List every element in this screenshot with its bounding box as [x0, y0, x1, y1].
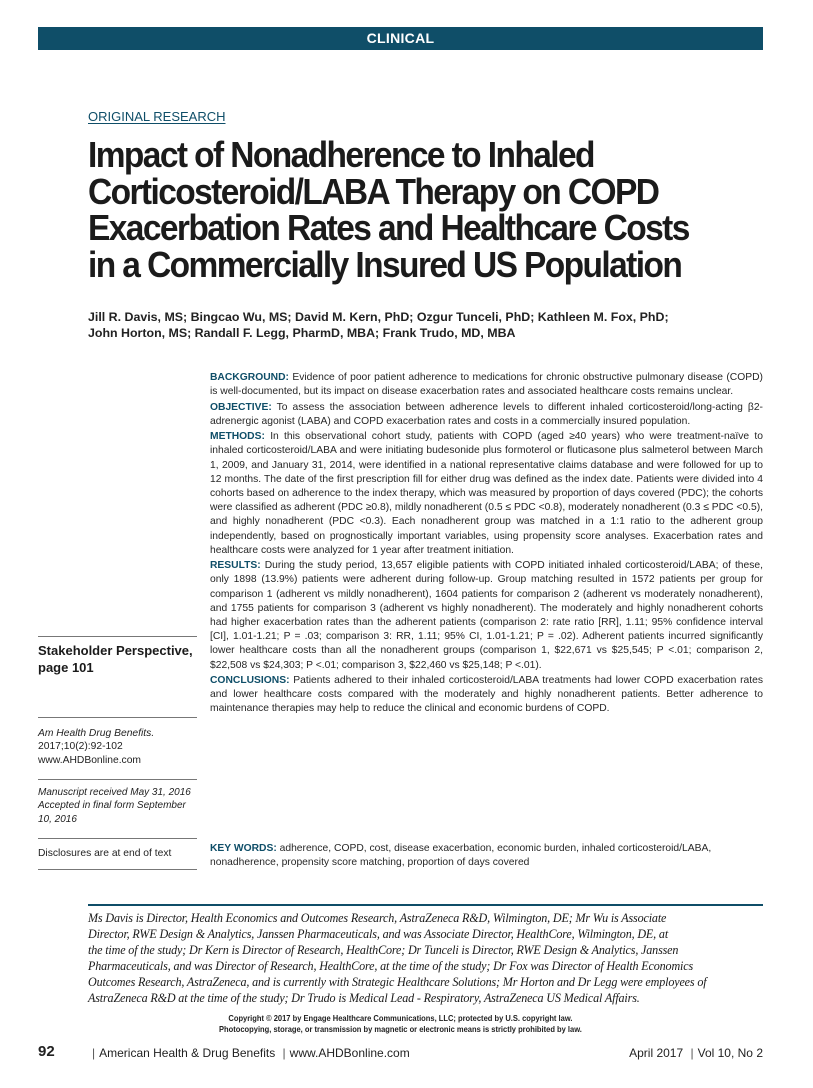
article-type: ORIGINAL RESEARCH: [88, 109, 226, 124]
affiliation-line: AstraZeneca R&D at the time of the study; Dr Trudo is Medical Lead - Respiratory, AstraZeneca US Medical Affairs.: [88, 991, 640, 1005]
sidebar-divider: [38, 717, 197, 718]
author-affiliations: [88, 910, 768, 1006]
footer-date: April 2017: [629, 1046, 684, 1060]
title-line: Corticosteroid/LABA Therapy on COPD: [88, 170, 659, 212]
abstract-objective: [210, 401, 763, 429]
sidebar-divider: [38, 838, 197, 839]
affiliations-rule: [88, 904, 763, 906]
disclosures-note: Disclosures are at end of text: [38, 848, 172, 859]
affiliation-line: Pharmaceuticals, and was Director of Research, HealthCore, at the time of the study; Dr Fox was Director of Health Economics: [88, 959, 694, 973]
objective-label: OBJECTIVE:: [210, 401, 272, 413]
citation-journal: Am Health Drug Benefits.: [38, 728, 155, 739]
keywords-text: adherence, COPD, cost, disease exacerbation, economic burden, inhaled corticosteroid/LABA, nonadherence, propensity score matching, proportion of days covered: [210, 843, 712, 869]
conclusions-text: Patients adhered to their inhaled corticosteroid/LABA treatments had lower COPD exacerbation rates and lower healthcare costs compared with the moderately and highly nonadherent patients. Better adherence to maintenance therapies may help to reduce the clinical and economic burdens of COPD.: [210, 675, 763, 715]
received-date: Manuscript received May 31, 2016: [38, 787, 191, 798]
footer-journal-name: American Health & Drug Benefits: [99, 1046, 276, 1060]
citation-url[interactable]: www.AHDBonline.com: [38, 754, 142, 766]
page-footer: [38, 1045, 763, 1061]
citation-volume: 2017;10(2):92-102: [38, 741, 123, 753]
conclusions-label: CONCLUSIONS:: [210, 675, 290, 687]
abstract-conclusions: [210, 674, 763, 717]
author-list: [88, 309, 778, 341]
methods-label: METHODS:: [210, 431, 265, 443]
affiliation-line: Director, RWE Design & Analytics, Janssen Pharmaceuticals, and was Associate Director, HealthCore, Wilmington, DE, at: [88, 927, 669, 941]
sidebar-divider: [38, 779, 197, 780]
stakeholder-page: page 101: [38, 660, 94, 675]
author-line: John Horton, MS; Randall F. Legg, PharmD, MBA; Frank Trudo, MD, MBA: [88, 326, 516, 340]
methods-text: In this observational cohort study, patients with COPD (aged ≥40 years) who were treatment-naïve to inhaled corticosteroid/LABA and were initiating budesonide plus formoterol or fluticasone plus salmeterol between March 1, 2009, and January 31, 2014, were identified in a national representative claims database and were followed for up to 12 months. The date of the first prescription fill for either drug was defined as the index date. Patients were divided into 4 cohorts based on adherence to the index therapy, which was measured by proportion of days covered (PDC); the cohorts were classified as adherent (PDC ≥0.8), mildly nonadherent (0.5 ≤ PDC <0.8), moderately nonadherent (0.3 ≤ PDC <0.5), and highly nonadherent (PDC <0.3). Each nonadherent group was matched in a 1:1 ratio to the adherent group independently, based on prognostically important variables, using propensity score analyses. Exacerbation rates and healthcare costs were analyzed for 1 year after treatment initiation.: [210, 431, 763, 556]
results-label: RESULTS:: [210, 560, 261, 572]
accepted-date: Accepted in final form September 10, 2016: [38, 800, 186, 825]
title-line: in a Commercially Insured US Population: [88, 243, 682, 285]
keywords: [210, 842, 763, 870]
affiliation-line: Ms Davis is Director, Health Economics and Outcomes Research, AstraZeneca R&D, Wilmington, DE; Mr Wu is Associate: [88, 911, 667, 925]
copyright-notice: [35, 1013, 767, 1035]
affiliation-line: the time of the study; Dr Kern is Director of Research, HealthCore; Dr Tunceli is Director, RWE Design & Analytics, Janssen: [88, 943, 679, 957]
results-text: During the study period, 13,657 eligible patients with COPD initiated inhaled corticosteroid/LABA; of these, only 1898 (13.9%) patients were adherent during follow-up. Group matching resulted in 1572 patients per group for comparison 1 (adherent vs mildly nonadherent), 1604 patients for comparison 2 (adherent vs moderately nonadherent), and 1755 patients for comparison 3 (adherent vs highly nonadherent). The moderately and highly nonadherent cohorts had higher exacerbation rates than the adherent patients (comparison 2: rate ratio [RR], 1.11; 95% confidence interval [CI], 1.01-1.21; P = .03; comparison 3: RR, 1.11; 95% CI, 1.01-1.21; P = .02). Adherent patients incurred significantly lower healthcare costs than all the nonadherent groups (comparison 1, $22,671 vs $25,545; P <.01; comparison 2, $22,508 vs $24,303; P <.01; comparison 3, $22,460 vs $25,148; P <.01).: [210, 560, 763, 671]
objective-text: To assess the association between adherence levels to different inhaled corticosteroid/long-acting β2-adrenergic agonist (LABA) and COPD exacerbation rates and costs in a commercially insured population.: [210, 401, 763, 427]
abstract-methods: [210, 430, 763, 558]
section-header-bar: [38, 27, 763, 50]
section-label-clinical: CLINICAL: [366, 30, 435, 46]
abstract: [210, 371, 763, 718]
footer-issue: April 2017 | Vol 10, No 2: [629, 1046, 763, 1060]
sidebar-divider: [38, 869, 197, 870]
stakeholder-perspective-link[interactable]: [38, 642, 197, 676]
page-number: 92: [38, 1043, 55, 1060]
copyright-line: Photocopying, storage, or transmission by magnetic or electronic means is strictly prohibited by law.: [219, 1024, 582, 1034]
title-line: Impact of Nonadherence to Inhaled: [88, 134, 594, 175]
affiliation-line: Outcomes Research, AstraZeneca, and is currently with Strategic Healthcare Solutions; Mr Horton and Dr Legg were employees of: [88, 975, 707, 989]
footer-url[interactable]: www.AHDBonline.com: [289, 1046, 410, 1060]
stakeholder-line: Stakeholder Perspective,: [38, 643, 193, 658]
footer-volume: Vol 10, No 2: [697, 1046, 763, 1060]
keywords-label: KEY WORDS:: [210, 843, 277, 854]
author-line: Jill R. Davis, MS; Bingcao Wu, MS; David M. Kern, PhD; Ozgur Tunceli, PhD; Kathleen M. Fox, PhD;: [88, 310, 669, 324]
abstract-background: [210, 371, 763, 399]
citation: [38, 727, 197, 767]
copyright-line: Copyright © 2017 by Engage Healthcare Communications, LLC; protected by U.S. copyright law.: [228, 1013, 573, 1023]
footer-journal: | American Health & Drug Benefits | www.AHDBonline.com: [92, 1046, 410, 1060]
sidebar-divider: [38, 636, 197, 637]
title-line: Exacerbation Rates and Healthcare Costs: [88, 207, 689, 248]
background-text: Evidence of poor patient adherence to medications for chronic obstructive pulmonary disease (COPD) is well-documented, but its impact on disease exacerbation rates and associated healthcare costs remains unclear.: [210, 372, 763, 398]
manuscript-dates: [38, 786, 197, 826]
article-title: [88, 134, 730, 285]
abstract-results: [210, 559, 763, 673]
background-label: BACKGROUND:: [210, 372, 289, 383]
